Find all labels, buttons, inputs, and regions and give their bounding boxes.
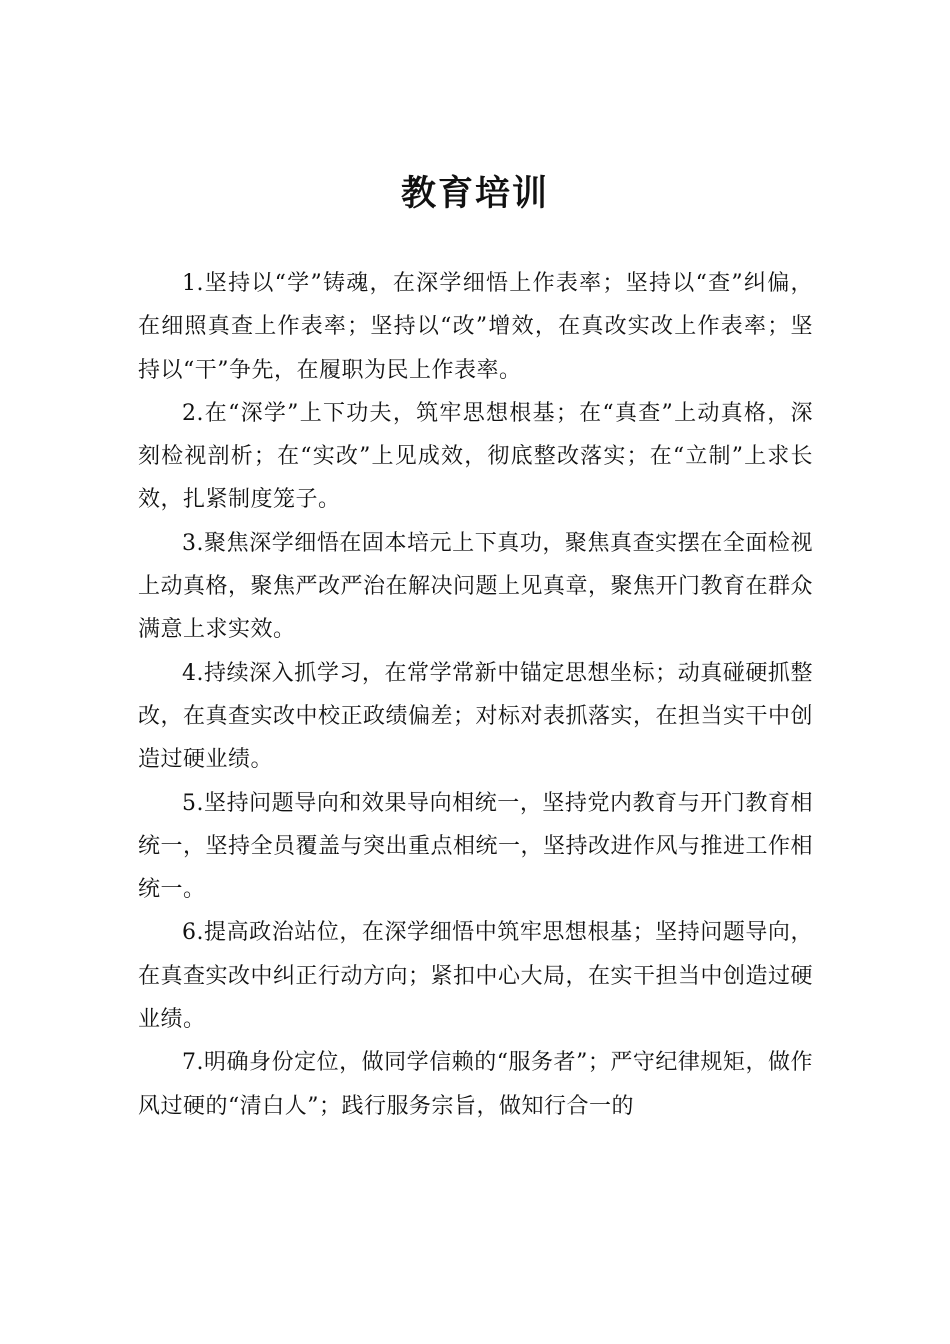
paragraph-7: 7.明确身份定位，做同学信赖的“服务者”；严守纪律规矩，做作风过硬的“清白人”；践行服务宗旨，做知行合一的	[138, 1050, 813, 1119]
paragraph-2: 2.在“深学”上下功夫，筑牢思想根基；在“真查”上动真格，深刻检视剖析；在“实改”上见成效，彻底整改落实；在“立制”上求长效，扎紧制度笼子。	[138, 400, 813, 513]
paragraph-5: 5.坚持问题导向和效果导向相统一，坚持党内教育与开门教育相统一，坚持全员覆盖与突出重点相统一，坚持改进作风与推进工作相统一。	[138, 790, 814, 903]
document-title: 教育培训	[400, 173, 549, 214]
paragraph-3: 3.聚焦深学细悟在固本培元上下真功，聚焦真查实摆在全面检视上动真格，聚焦严改严治在解决问题上见真章，聚焦开门教育在群众满意上求实效。	[138, 530, 814, 643]
document-body	[138, 262, 813, 1128]
paragraph-6: 6.提高政治站位，在深学细悟中筑牢思想根基；坚持问题导向，在真查实改中纠正行动方向；紧扣中心大局，在实干担当中创造过硬业绩。	[138, 920, 814, 1033]
paragraph-4: 4.持续深入抓学习，在常学常新中锚定思想坐标；动真碰硬抓整改，在真查实改中校正政绩偏差；对标对表抓落实，在担当实干中创造过硬业绩。	[138, 660, 814, 773]
paragraph-1: 1.坚持以“学”铸魂，在深学细悟上作表率；坚持以“查”纠偏，在细照真查上作表率；坚持以“改”增效，在真改实改上作表率；坚持以“干”争先，在履职为民上作表率。	[138, 271, 813, 383]
